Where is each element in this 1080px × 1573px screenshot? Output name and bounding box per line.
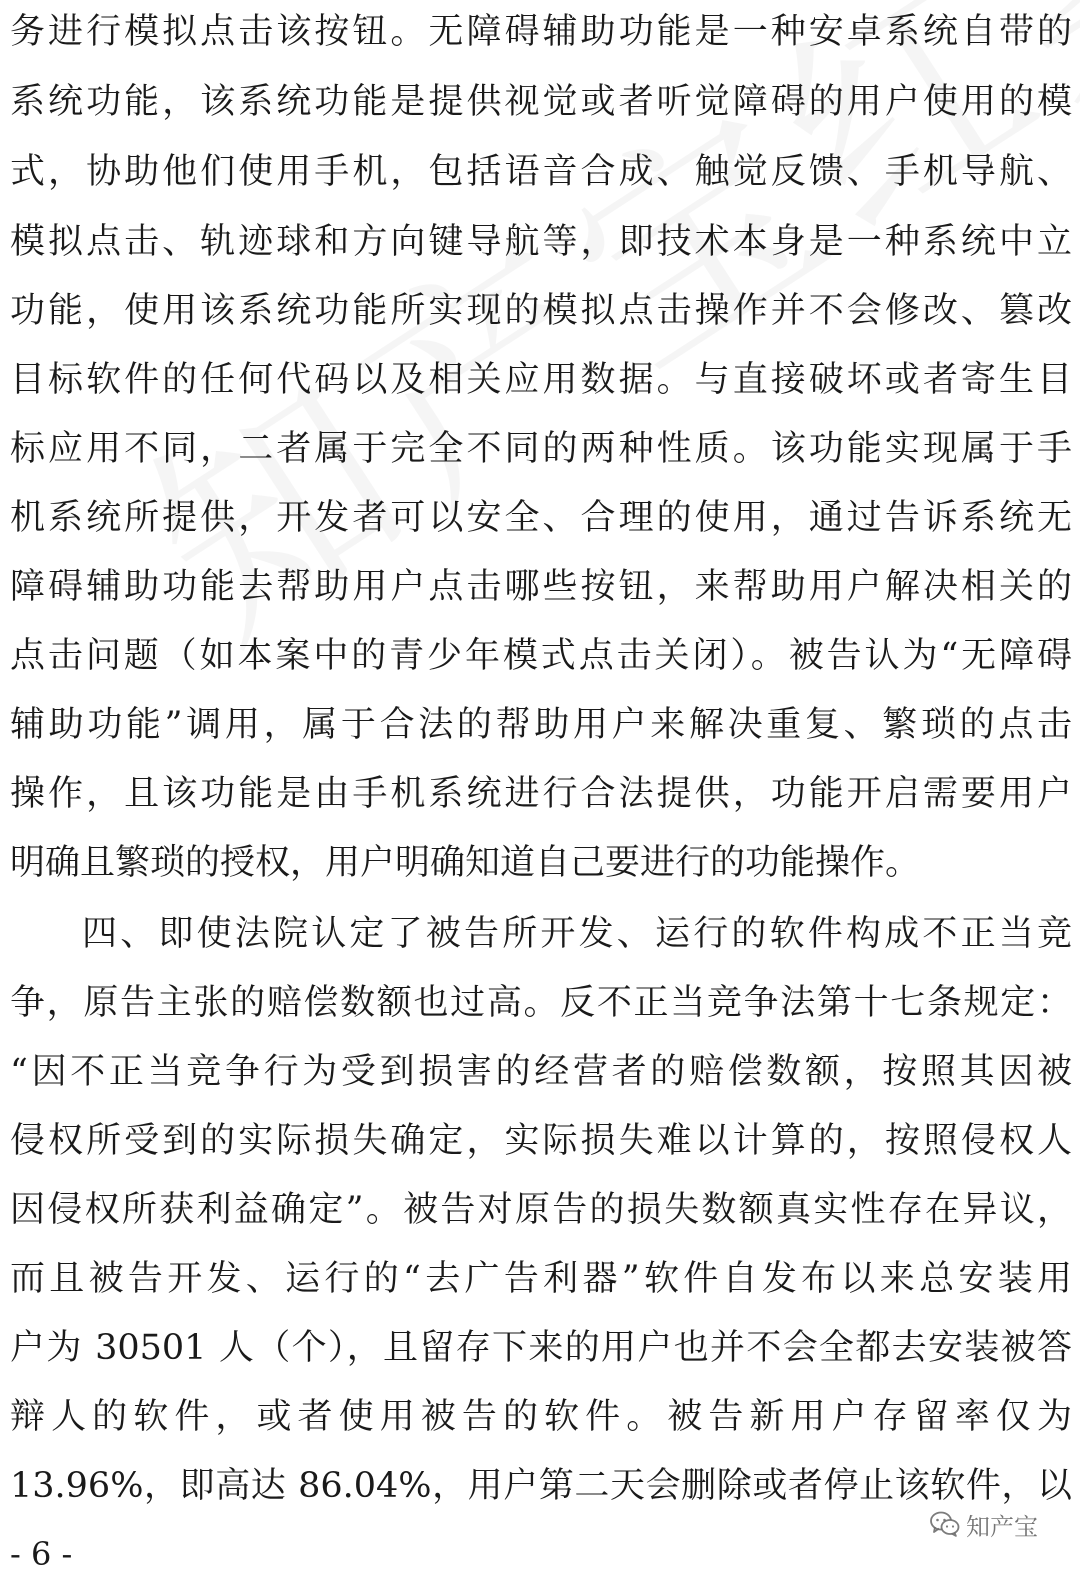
text-line: 障碍辅助功能去帮助用户点击哪些按钮，来帮助用户解决相关的 [10,567,1072,607]
wechat-icon [930,1511,960,1537]
text-line: 目标软件的任何代码以及相关应用数据。与直接破坏或者寄生目 [10,360,1072,400]
brand-watermark [930,1508,1038,1540]
text-line: 而且被告开发、运行的“去广告利器”软件自发布以来总安装用 [10,1259,1072,1299]
text-line: “因不正当竞争行为受到损害的经营者的赔偿数额，按照其因被 [10,1052,1072,1092]
text-line: 系统功能，该系统功能是提供视觉或者听觉障碍的用户使用的模 [10,82,1072,122]
text-line: 13.96%，即高达 86.04%，用户第二天会删除或者停止该软件，以 [10,1466,1072,1506]
text-line: 明确且繁琐的授权，用户明确知道自己要进行的功能操作。 [10,843,921,883]
text-line: 争，原告主张的赔偿数额也过高。反不正当竞争法第十七条规定： [10,983,1072,1023]
text-line: 户为 30501 人（个），且留存下来的用户也并不会全都去安装被答 [10,1328,1072,1368]
text-line: 侵权所受到的实际损失确定，实际损失难以计算的，按照侵权人 [10,1121,1072,1161]
text-line: 辩人的软件，或者使用被告的软件。被告新用户存留率仅为 [10,1397,1072,1437]
text-line: 因侵权所获利益确定”。被告对原告的损失数额真实性存在异议， [10,1190,1072,1230]
text-line: 式，协助他们使用手机，包括语音合成、触觉反馈、手机导航、 [10,152,1072,192]
text-line: 点击问题（如本案中的青少年模式点击关闭）。被告认为“无障碍 [10,636,1072,676]
page-number: - 6 - [10,1535,73,1573]
brand-name: 知产宝 [966,1512,1038,1541]
text-line: 机系统所提供，开发者可以安全、合理的使用，通过告诉系统无 [10,498,1072,538]
text-line: 功能，使用该系统功能所实现的模拟点击操作并不会修改、篡改 [10,291,1072,331]
text-line: 辅助功能”调用，属于合法的帮助用户来解决重复、繁琐的点击 [10,705,1072,745]
text-line: 务进行模拟点击该按钮。无障碍辅助功能是一种安卓系统自带的 [10,12,1072,52]
text-line: 标应用不同，二者属于完全不同的两种性质。该功能实现属于手 [10,429,1072,469]
paragraph-start-line: 四、即使法院认定了被告所开发、运行的软件构成不正当竞 [82,914,1072,954]
text-line: 模拟点击、轨迹球和方向键导航等，即技术本身是一种系统中立 [10,222,1072,262]
text-line: 操作，且该功能是由手机系统进行合法提供，功能开启需要用户 [10,774,1072,814]
